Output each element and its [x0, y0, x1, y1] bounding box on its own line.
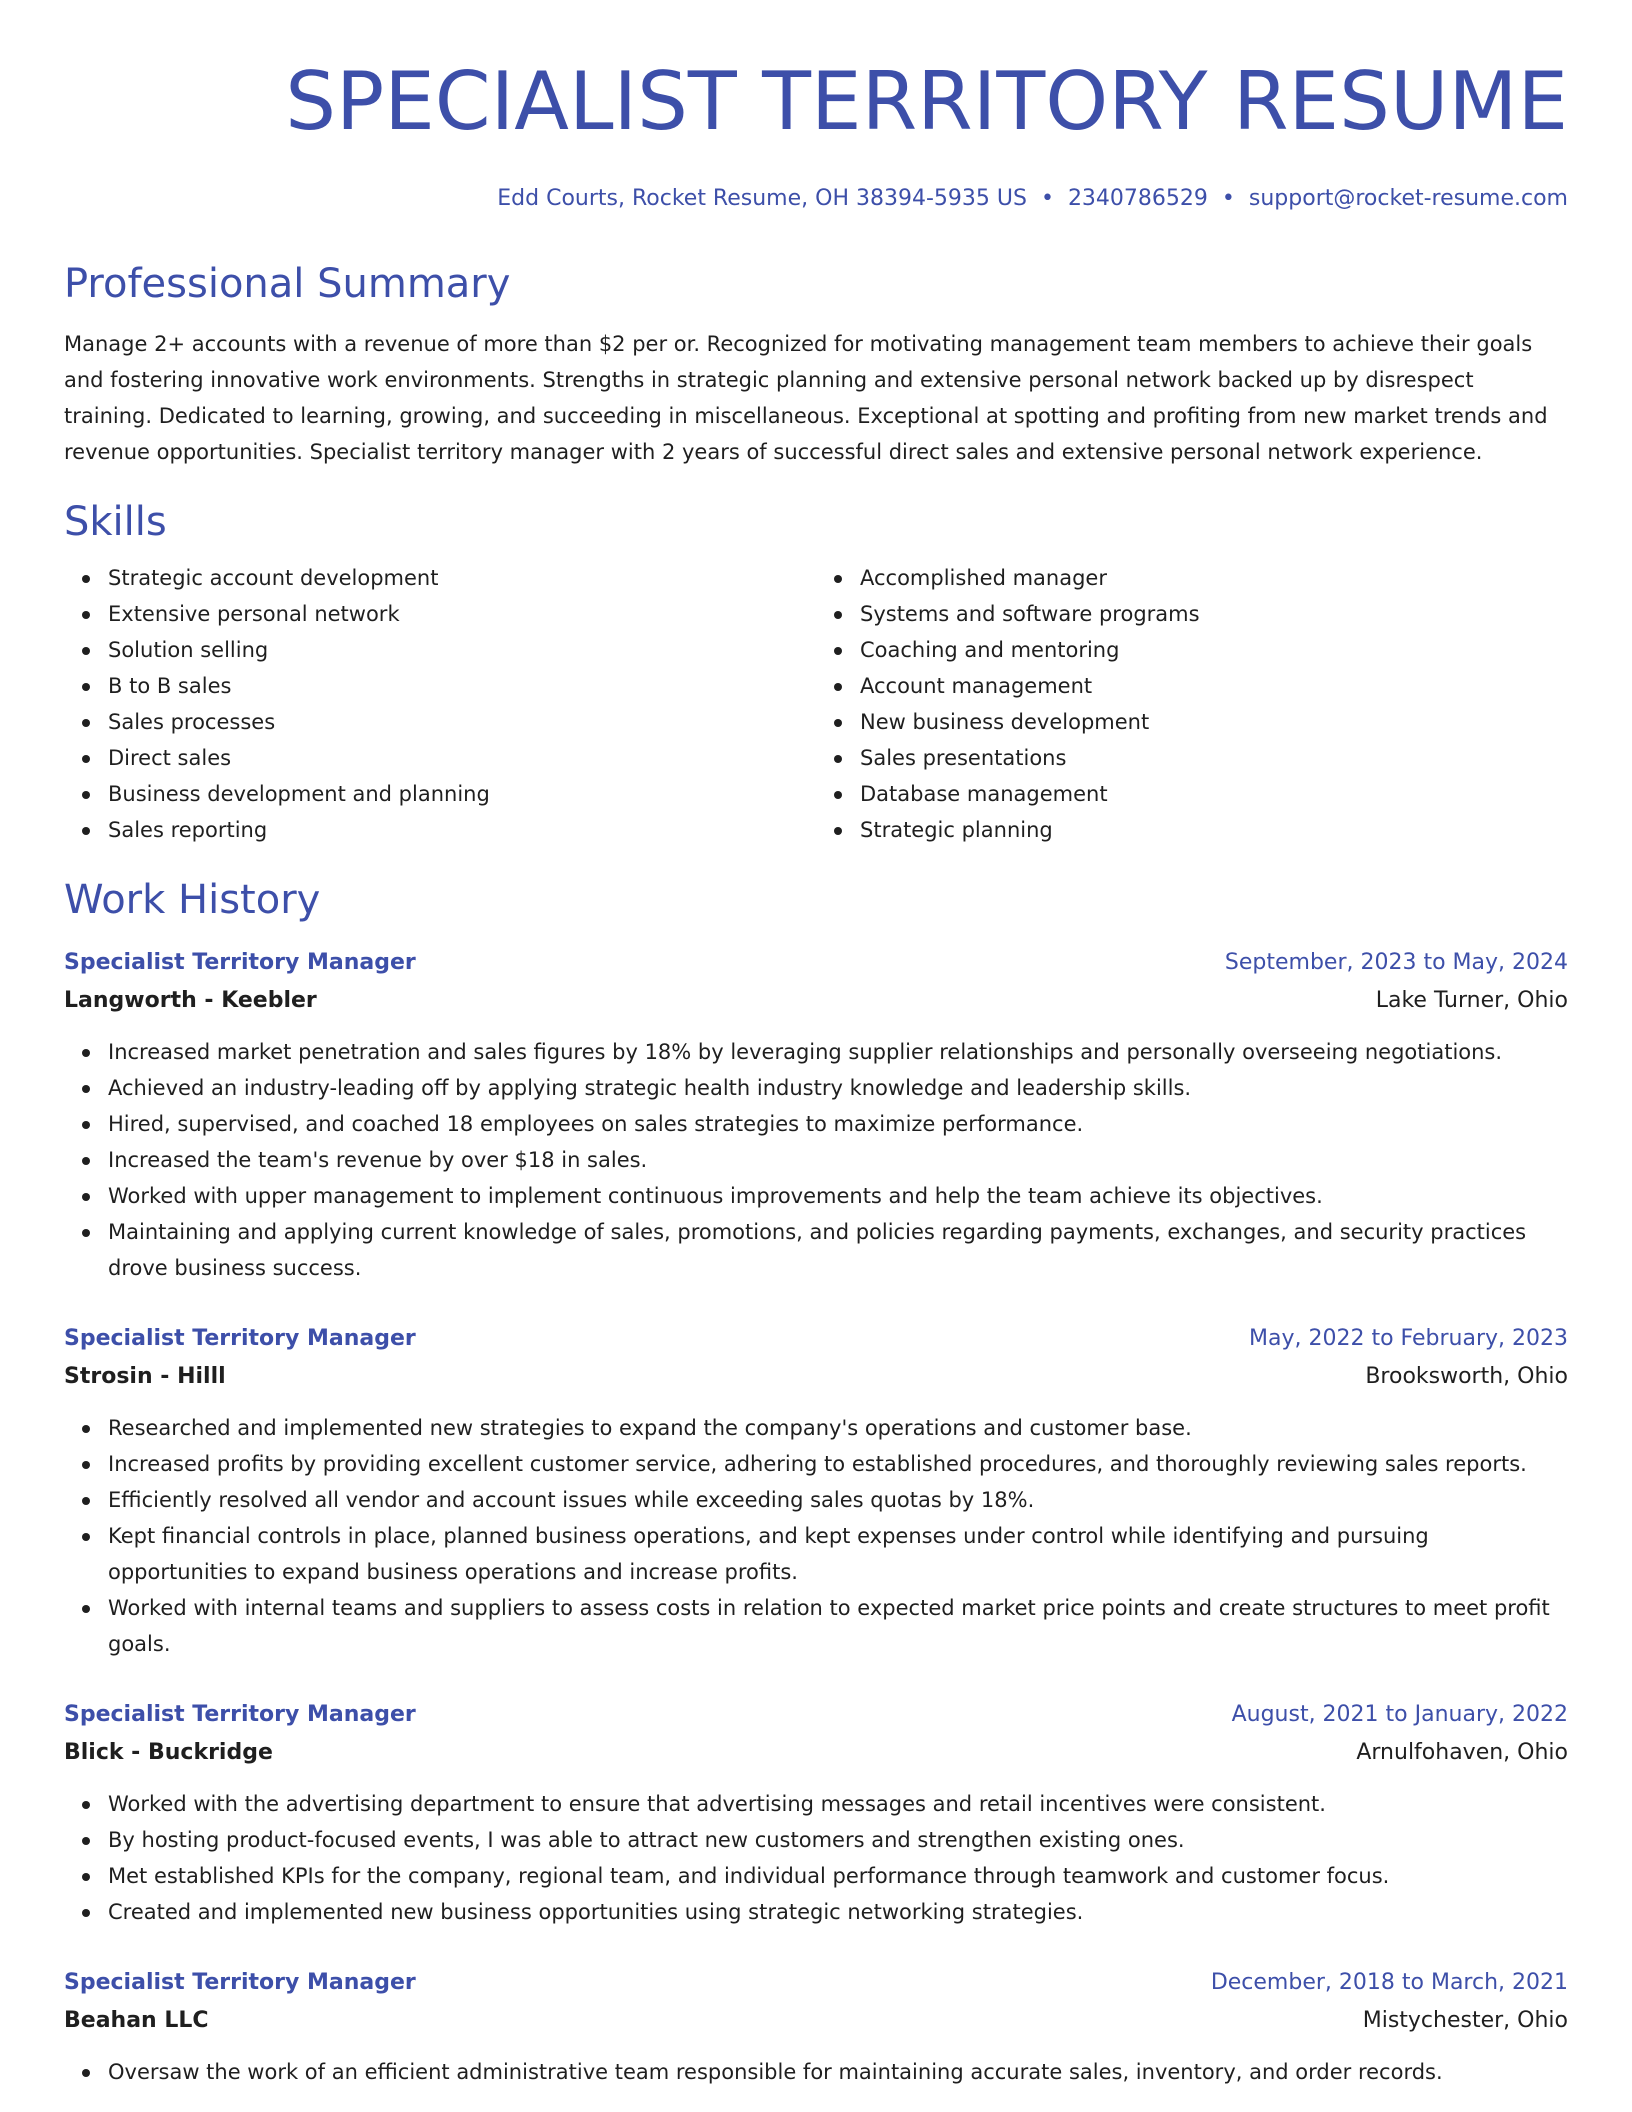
contact-phone: 2340786529 [1067, 186, 1208, 211]
contact-separator: • [1040, 186, 1054, 211]
job-title: Specialist Territory Manager [64, 1326, 416, 1351]
contact-separator: • [1221, 186, 1235, 211]
job-bullet: Maintaining and applying current knowledge of sales, promotions, and policies regarding payments, exchanges, and security practices drove business success. [108, 1214, 1568, 1286]
job-bullet: Increased market penetration and sales figures by 18% by leveraging supplier relationships and personally overseeing negotiations. [108, 1034, 1568, 1070]
job-bullet: Worked with upper management to implement continuous improvements and help the team achieve its objectives. [108, 1178, 1568, 1214]
contact-address: Edd Courts, Rocket Resume, OH 38394-5935 US [497, 186, 1027, 211]
skill-item: Strategic planning [860, 812, 1568, 848]
job-company: Langworth - Keebler [64, 988, 317, 1013]
contact-email[interactable]: support@rocket-resume.com [1248, 186, 1568, 211]
skill-item: Solution selling [108, 632, 816, 668]
skill-item: Extensive personal network [108, 596, 816, 632]
job-bullets [64, 1410, 1568, 1662]
job-bullet: Kept financial controls in place, planned business operations, and kept expenses under control while identifying and pursuing opportunities to expand business operations and increase profits. [108, 1518, 1568, 1590]
skill-item: Systems and software programs [860, 596, 1568, 632]
summary-heading: Professional Summary [64, 261, 511, 307]
job-location: Lake Turner, Ohio [1375, 988, 1568, 1013]
job-company: Beahan LLC [64, 2008, 209, 2033]
job-bullet: Met established KPIs for the company, regional team, and individual performance through teamwork and customer focus. [108, 1858, 1568, 1894]
job-dates: August, 2021 to January, 2022 [1231, 1702, 1568, 1727]
job-bullet: Worked with internal teams and suppliers to assess costs in relation to expected market price points and create structures to meet profit goals. [108, 1590, 1568, 1662]
skills-heading: Skills [64, 499, 167, 545]
skills-column-right [816, 560, 1568, 848]
job-company: Blick - Buckridge [64, 1740, 273, 1765]
job-entry [64, 1696, 1568, 1930]
job-entry [64, 1964, 1568, 2090]
job-location: Brooksworth, Ohio [1365, 1364, 1568, 1389]
skill-item: New business development [860, 704, 1568, 740]
skill-item: Accomplished manager [860, 560, 1568, 596]
skill-item: Database management [860, 776, 1568, 812]
job-dates: September, 2023 to May, 2024 [1224, 950, 1568, 975]
job-company: Strosin - Hilll [64, 1364, 226, 1389]
resume-page [64, 0, 1568, 2090]
skill-item: Business development and planning [108, 776, 816, 812]
skill-item: Sales processes [108, 704, 816, 740]
job-title: Specialist Territory Manager [64, 1702, 416, 1727]
job-bullets [64, 1786, 1568, 1930]
job-location: Arnulfohaven, Ohio [1356, 1740, 1568, 1765]
skills-column-left [64, 560, 816, 848]
job-location: Mistychester, Ohio [1362, 2008, 1568, 2033]
skill-item: Sales presentations [860, 740, 1568, 776]
job-entry [64, 944, 1568, 1286]
skill-item: Sales reporting [108, 812, 816, 848]
job-bullet: Oversaw the work of an efficient administrative team responsible for maintaining accurate sales, inventory, and order records. [108, 2054, 1568, 2090]
job-bullet: By hosting product-focused events, I was able to attract new customers and strengthen existing ones. [108, 1822, 1568, 1858]
skill-item: Strategic account development [108, 560, 816, 596]
contact-line [64, 184, 1568, 214]
skill-item: Direct sales [108, 740, 816, 776]
summary-text: Manage 2+ accounts with a revenue of more than $2 per or. Recognized for motivating management team members to achieve their goals and fostering innovative work environments. Strengths in strategic planning and extensive personal network backed up by disrespect training. Dedicated to learning, growing, and succeeding in miscellaneous. Exceptional at spotting and profiting from new market trends and revenue opportunities. Specialist territory manager with 2 years of successful direct sales and extensive personal network experience. [64, 332, 1548, 464]
skill-item: Account management [860, 668, 1568, 704]
job-dates: May, 2022 to February, 2023 [1249, 1326, 1568, 1351]
job-bullet: Increased profits by providing excellent customer service, adhering to established procedures, and thoroughly reviewing sales reports. [108, 1446, 1568, 1482]
resume-title: SPECIALIST TERRITORY RESUME [285, 55, 1568, 148]
job-bullet: Efficiently resolved all vendor and account issues while exceeding sales quotas by 18%. [108, 1482, 1568, 1518]
job-entry [64, 1320, 1568, 1662]
skill-item: B to B sales [108, 668, 816, 704]
work-history-heading: Work History [64, 877, 321, 923]
job-dates: December, 2018 to March, 2021 [1210, 1970, 1568, 1995]
job-bullet: Created and implemented new business opportunities using strategic networking strategies. [108, 1894, 1568, 1930]
job-bullet: Hired, supervised, and coached 18 employees on sales strategies to maximize performance. [108, 1106, 1568, 1142]
skill-item: Coaching and mentoring [860, 632, 1568, 668]
job-title: Specialist Territory Manager [64, 1970, 416, 1995]
job-bullet: Researched and implemented new strategies to expand the company's operations and customer base. [108, 1410, 1568, 1446]
skills-list [64, 560, 1568, 848]
job-bullet: Increased the team's revenue by over $18 in sales. [108, 1142, 1568, 1178]
job-title: Specialist Territory Manager [64, 950, 416, 975]
job-bullet: Achieved an industry-leading off by applying strategic health industry knowledge and leadership skills. [108, 1070, 1568, 1106]
job-bullet: Worked with the advertising department to ensure that advertising messages and retail incentives were consistent. [108, 1786, 1568, 1822]
job-bullets [64, 1034, 1568, 1286]
job-bullets [64, 2054, 1568, 2090]
